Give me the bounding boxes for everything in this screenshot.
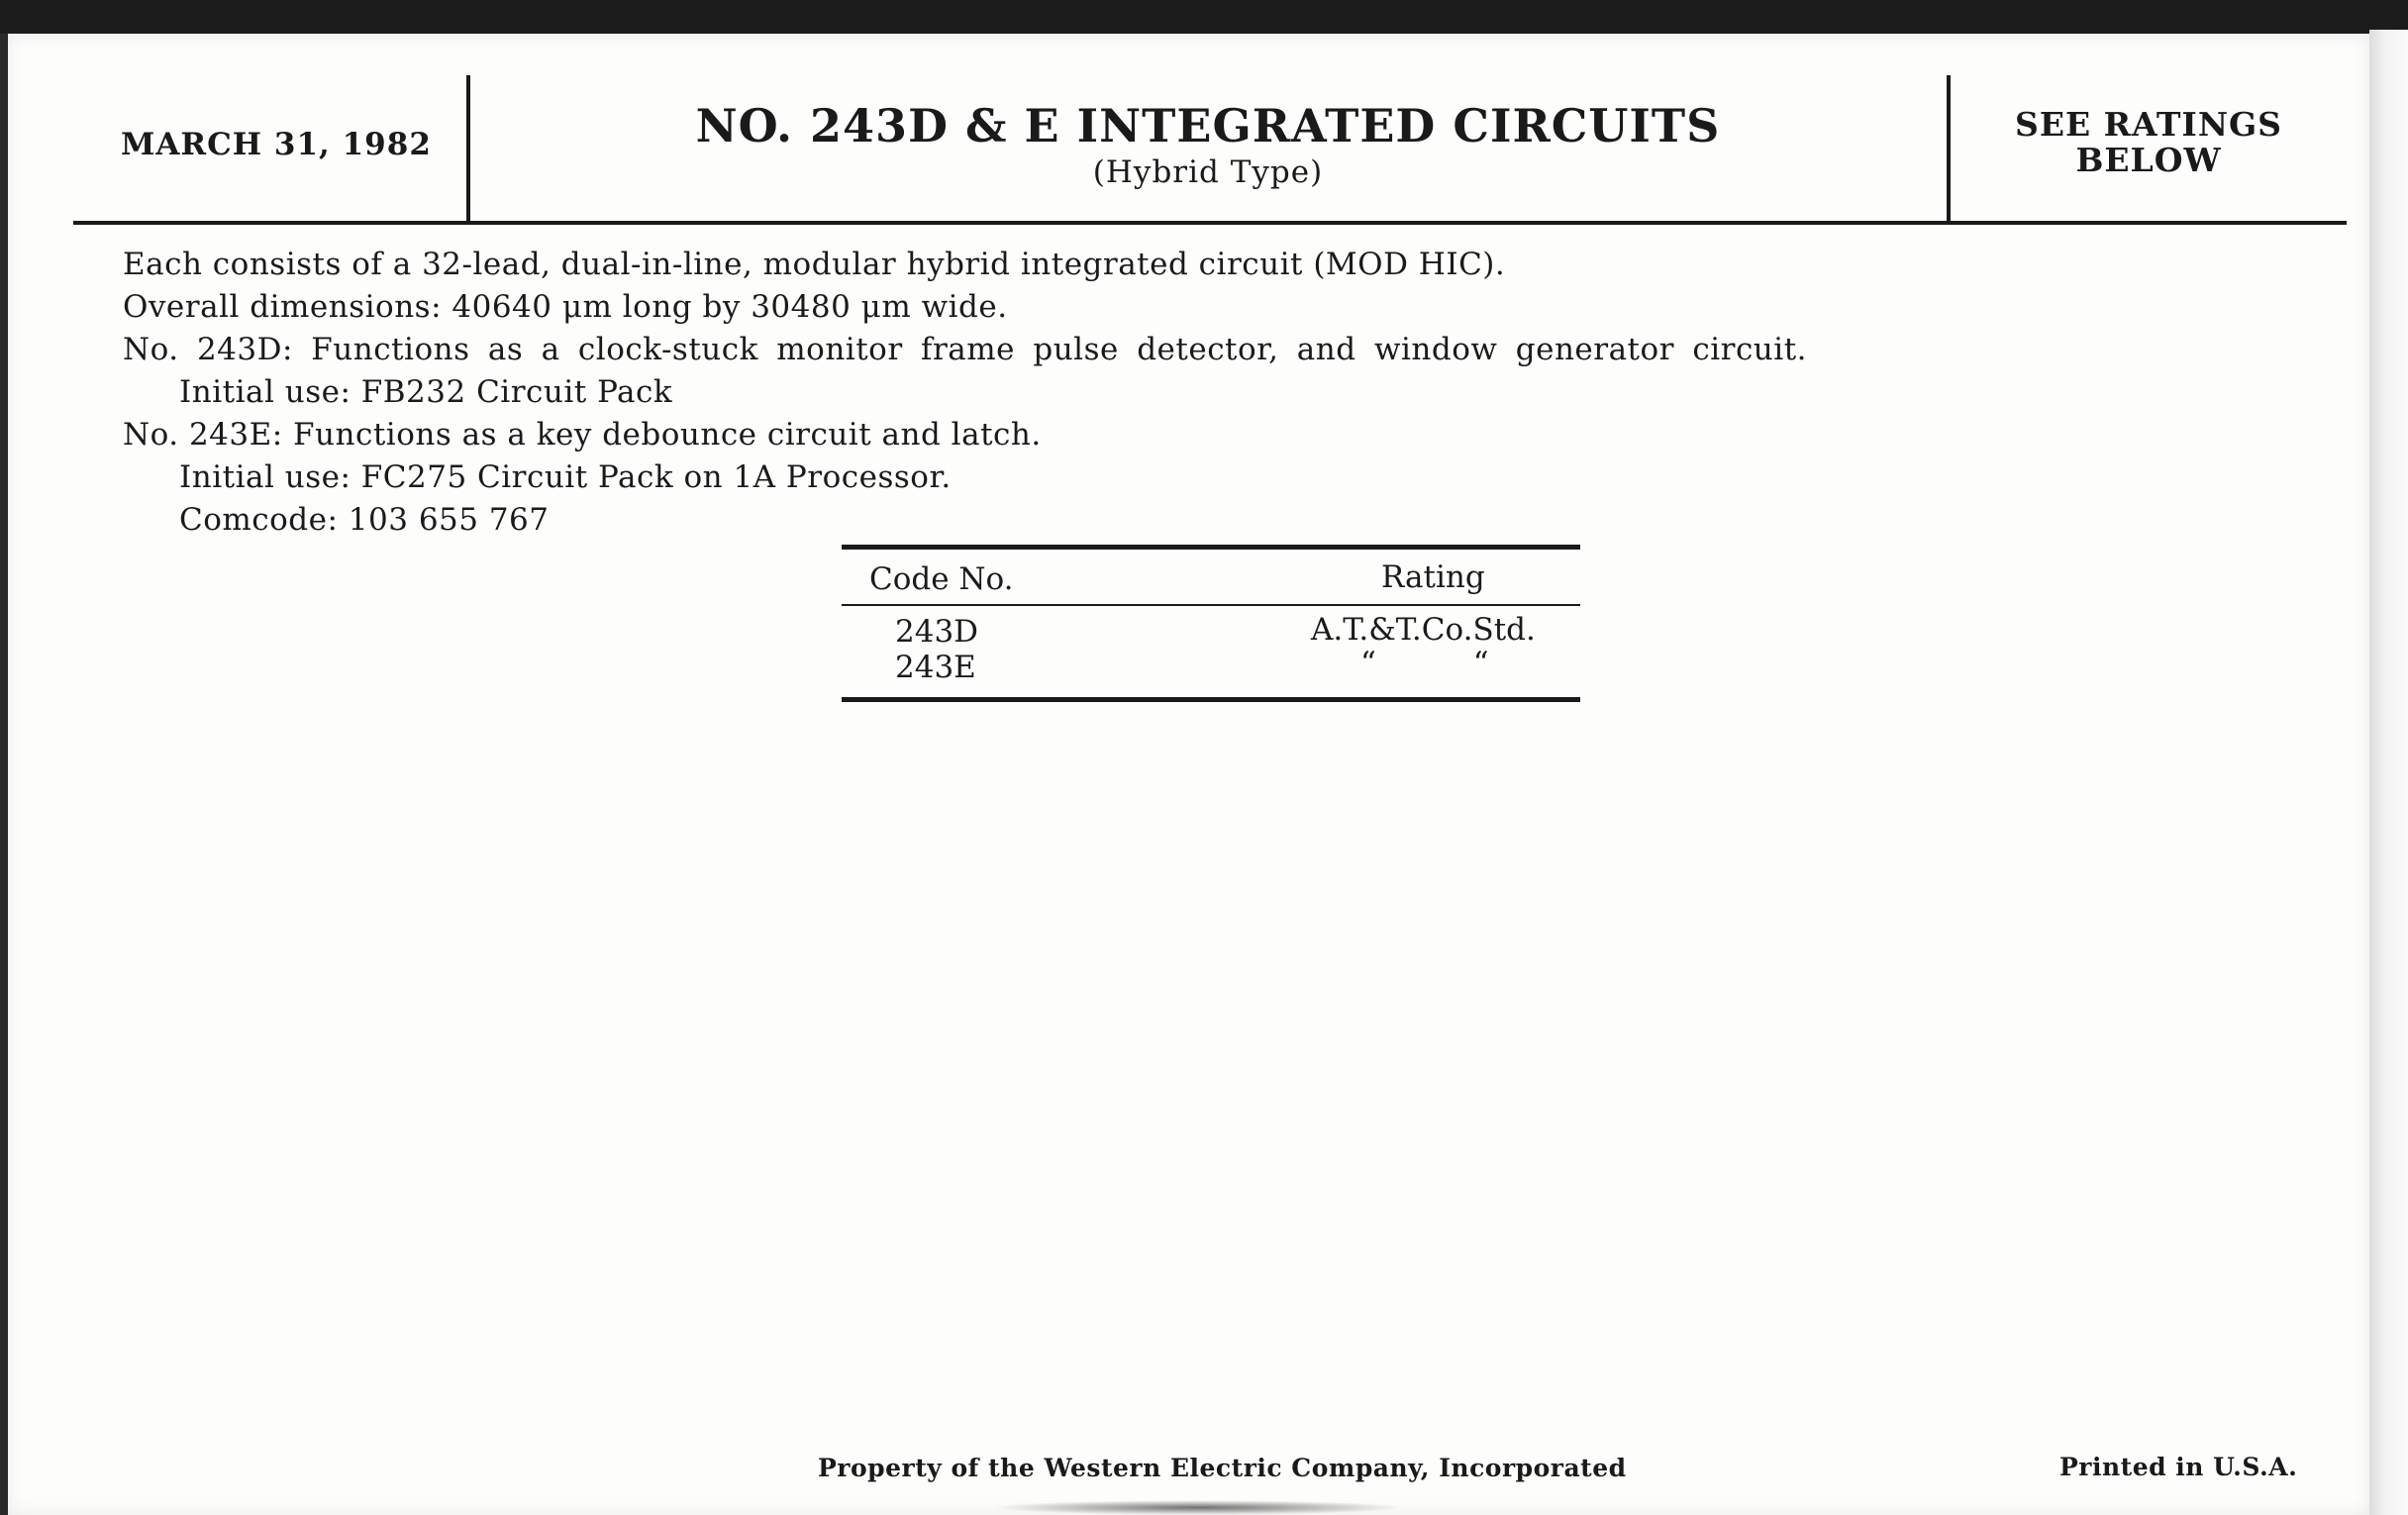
column-header-code: Code No. — [869, 561, 1014, 597]
header-rule — [73, 221, 2347, 225]
description-line: Comcode: 103 655 767 — [179, 502, 550, 538]
column-header-rating: Rating — [1381, 559, 1485, 595]
scan-top-border — [0, 0, 2408, 34]
table-cell-rating: “ “ — [1360, 646, 1489, 681]
header-divider-left — [466, 75, 470, 222]
description-line: Overall dimensions: 40640 μm long by 30480 μm wide. — [123, 289, 1008, 325]
scan-shadow — [990, 1500, 1406, 1515]
header-divider-right — [1947, 75, 1951, 222]
table-header-row — [842, 550, 1580, 604]
table-cell-code: 243E — [895, 650, 976, 685]
footer-property: Property of the Western Electric Company, Incorporated — [818, 1454, 1627, 1482]
ratings-note-line2: BELOW — [2075, 141, 2222, 179]
document-subtitle: (Hybrid Type) — [1092, 154, 1324, 190]
document-title: NO. 243D & E INTEGRATED CIRCUITS — [695, 99, 1721, 152]
footer-printed: Printed in U.S.A. — [2059, 1453, 2298, 1481]
table-bottom-rule — [842, 697, 1580, 702]
description-line: Initial use: FB232 Circuit Pack — [179, 374, 673, 410]
table-body — [842, 606, 1580, 697]
ratings-table — [842, 545, 1580, 702]
table-cell-rating: A.T.&T.Co.Std. — [1311, 612, 1536, 648]
card-edge — [2369, 30, 2408, 1515]
description-block — [123, 244, 1807, 542]
table-cell-code: 243D — [895, 614, 979, 650]
description-line: No. 243D: Functions as a clock-stuck monitor frame pulse detector, and window generator circuit. — [123, 332, 1808, 367]
ratings-note-line1: SEE RATINGS — [2014, 105, 2283, 144]
description-line: No. 243E: Functions as a key debounce circuit and latch. — [123, 417, 1042, 453]
description-line: Initial use: FC275 Circuit Pack on 1A Processor. — [179, 459, 952, 495]
ratings-note — [1960, 107, 2337, 178]
document-date: MARCH 31, 1982 — [121, 127, 432, 162]
description-line: Each consists of a 32-lead, dual-in-line, modular hybrid integrated circuit (MOD HIC). — [123, 247, 1506, 282]
